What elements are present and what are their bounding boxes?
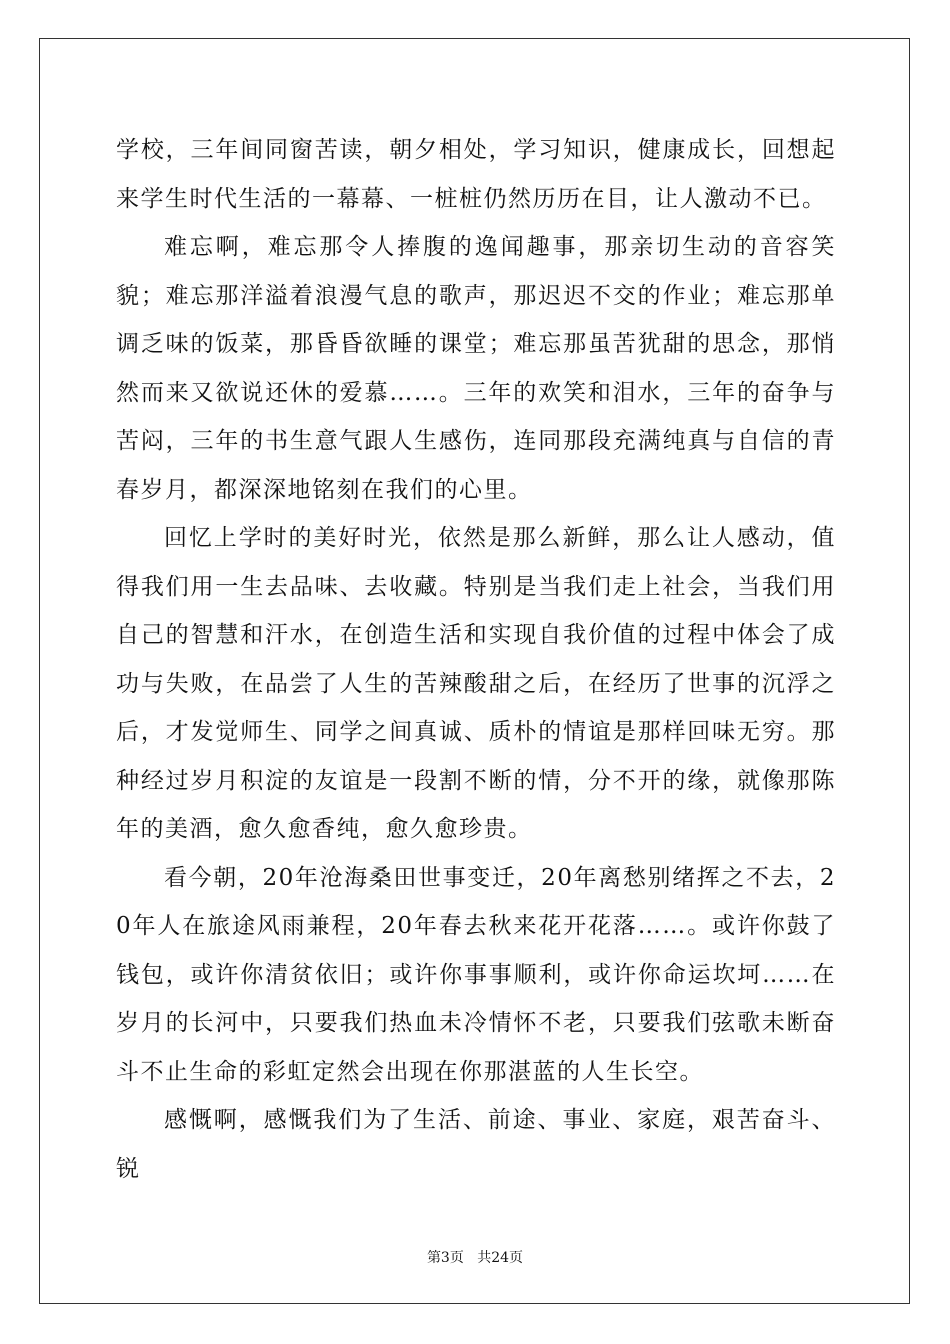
paragraph-3: 回忆上学时的美好时光，依然是那么新鲜，那么让人感动，值得我们用一生去品味、去收藏。特别是当我们走上社会，当我们用自己的智慧和汗水，在创造生活和实现自我价值的过程中体会了成功与失败，在品尝了人生的苦辣酸甜之后，在经历了世事的沉浮之后，才发觉师生、同学之间真诚、质朴的情谊是那样回味无穷。那种经过岁月积淀的友谊是一段割不断的情，分不开的缘，就像那陈年的美酒，愈久愈香纯，愈久愈珍贵。 (116, 525, 836, 842)
footer-separator (464, 1250, 477, 1266)
total-pages: 共24页 (477, 1250, 524, 1266)
paragraph-1: 学校，三年间同窗苦读，朝夕相处，学习知识，健康成长，回想起来学生时代生活的一幕幕、一桩桩仍然历历在目，让人激动不已。 (116, 137, 836, 212)
paragraph-4: 看今朝，20年沧海桑田世事变迁，20年离愁别绪挥之不去，20年人在旅途风雨兼程，20年春去秋来花开花落……。或许你鼓了钱包，或许你清贫依旧；或许你事事顺利，或许你命运坎坷……在岁月的长河中，只要我们热血未冷情怀不老，只要我们弦歌未断奋斗不止生命的彩虹定然会出现在你那湛蓝的人生长空。 (116, 864, 836, 1085)
page-number: 第3页 (426, 1250, 464, 1266)
paragraph-5: 感慨啊，感慨我们为了生活、前途、事业、家庭，艰苦奋斗、锐 (116, 1107, 836, 1182)
document-body (116, 126, 836, 1193)
paragraph-2: 难忘啊，难忘那令人捧腹的逸闻趣事，那亲切生动的音容笑貌；难忘那洋溢着浪漫气息的歌声，那迟迟不交的作业；难忘那单调乏味的饭菜，那昏昏欲睡的课堂；难忘那虽苦犹甜的思念，那悄然而来又欲说还休的爱慕……。三年的欢笑和泪水，三年的奋争与苦闷，三年的书生意气跟人生感伤，连同那段充满纯真与自信的青春岁月，都深深地铭刻在我们的心里。 (116, 234, 836, 503)
page-footer (0, 1247, 950, 1267)
